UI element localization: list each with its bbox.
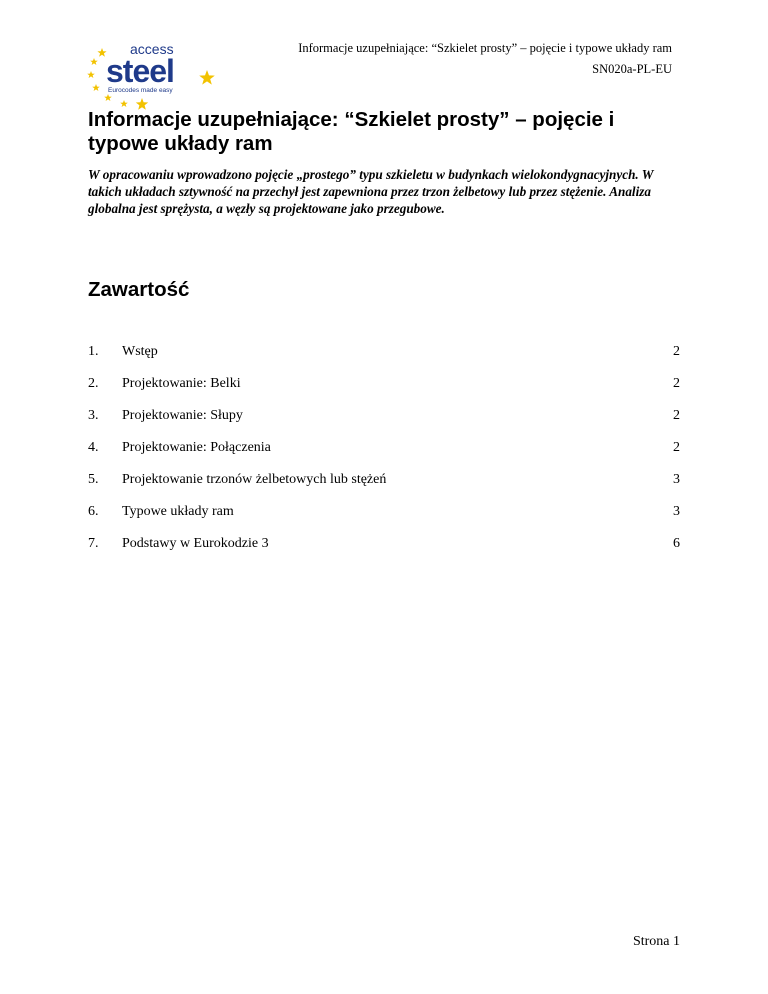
toc-entry-page: 3 [673,472,680,487]
page-number: Strona 1 [632,934,680,949]
toc-heading: Zawartość [88,278,190,301]
logo-tagline: Eurocodes made easy [108,87,173,94]
running-title: Informacje uzupełniające: “Szkielet prosty” – pojęcie i typowe układy ram [298,41,672,55]
access-steel-logo [86,40,216,112]
document-code: SN020a-PL-EU [592,62,672,76]
star-icon [87,71,95,78]
document-title: Informacje uzupełniające: “Szkielet prosty” – pojęcie i typowe układy ram [88,108,615,155]
toc-entry-page: 6 [673,536,680,551]
toc-entry-number: 4. [88,440,99,455]
toc-entry[interactable] [88,376,680,408]
toc-entry-number: 7. [88,536,99,551]
toc-entry-page: 2 [673,408,680,423]
toc-entry[interactable] [88,472,680,504]
toc-entry-title: Projektowanie: Słupy [122,408,243,423]
toc-entry-number: 2. [88,376,99,391]
document-abstract: W opracowaniu wprowadzono pojęcie „prostego” typu szkieletu w budynkach wielokondygnacyjnych. W takich układach sztywność na przechył jest zapewniona przez trzon żelbetowy lub przez stężenie. Analiza globalna jest sprężysta, a węzły są projektowane jako przegubowe. [88,167,654,216]
toc-entry-number: 1. [88,344,99,359]
toc-entry-title: Projektowanie: Połączenia [122,440,271,455]
toc-entry-page: 2 [673,344,680,359]
toc-entry-title: Projektowanie trzonów żelbetowych lub stężeń [122,472,387,487]
logo-main-word: steel [106,53,174,89]
toc-entry-title: Typowe układy ram [122,504,234,519]
toc-entry-number: 5. [88,472,99,487]
toc-entry[interactable] [88,344,680,376]
toc-entry-page: 3 [673,504,680,519]
toc-entry-page: 2 [673,376,680,391]
toc-entry[interactable] [88,440,680,472]
toc-entry-title: Podstawy w Eurokodzie 3 [122,536,269,551]
toc-entry[interactable] [88,504,680,536]
logo-top-word: access [130,41,174,57]
page-header [298,38,672,80]
toc-entry[interactable] [88,536,680,568]
star-icon [90,58,98,65]
toc-entry[interactable] [88,408,680,440]
star-icon [199,70,215,85]
star-icon [120,100,128,107]
toc-entry-title: Wstęp [122,344,158,359]
toc-entry-number: 6. [88,504,99,519]
star-icon [92,84,100,91]
toc-entry-number: 3. [88,408,99,423]
toc-entry-page: 2 [673,440,680,455]
star-icon [104,94,112,101]
table-of-contents [88,344,680,568]
toc-entry-title: Projektowanie: Belki [122,376,241,391]
